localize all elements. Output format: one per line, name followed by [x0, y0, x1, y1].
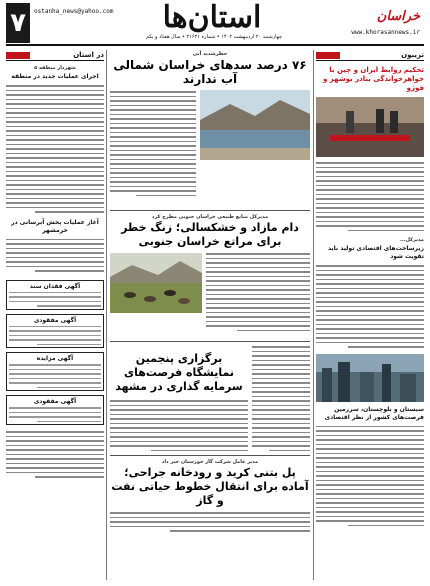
column-divider-left	[106, 50, 107, 580]
article-body-lines	[110, 90, 196, 208]
section-flag	[6, 52, 30, 59]
classified-ad-title: آگهی فقدان سند	[29, 282, 81, 290]
classified-ad-body	[9, 292, 101, 307]
photo-cityscape	[316, 354, 424, 402]
classified-ad-body	[9, 364, 101, 388]
article-headline-china-ports: تحکیم روابط ایران و چین با خواهرخواندگی بنادر بوشهر و فوژو	[323, 66, 424, 92]
photo-livestock	[110, 253, 202, 313]
classified-ad	[6, 280, 104, 310]
article-kicker-bridge: مدیر عامل شرکت گاز خوزستان خبر داد	[161, 459, 259, 465]
classified-ad	[6, 314, 104, 349]
section-label: در استان	[73, 51, 104, 59]
masthead-website: www.khorasannews.ir	[351, 29, 420, 36]
column-divider-right	[313, 50, 314, 580]
article-headline-khorramshahr: آغاز عملیات پخش آبرسانی در خرمشهر	[11, 218, 99, 234]
article-headline-rangelands: دام مازاد و خشکسالی؛ زنگ خطر برای مراتع خراسان جنوبی	[121, 221, 299, 248]
masthead-rule	[6, 44, 424, 46]
right-column	[316, 50, 424, 580]
classified-ad-title: آگهی مفقودی	[33, 316, 77, 324]
section-tab-province	[6, 50, 104, 61]
section-flag	[316, 52, 340, 59]
article-body-lines	[110, 512, 310, 532]
article-headline-municipality: اجرای عملیات جدید در منطقه	[11, 73, 99, 80]
article-body-lines	[206, 253, 310, 339]
newspaper-logo: استان‌ها	[162, 0, 262, 35]
article-body-lines	[6, 85, 104, 213]
classified-ad-title: آگهی مزایده	[36, 355, 74, 362]
center-column	[110, 50, 310, 580]
article-rangelands-body	[110, 253, 310, 339]
article-kicker-municipality: شهردار منطقه ۵	[34, 65, 76, 71]
classified-ad	[6, 352, 104, 391]
parent-paper-logo: خراسان	[376, 9, 420, 24]
article-body-lines	[6, 239, 104, 272]
section-label: تریبون	[401, 51, 424, 59]
article-body-lines	[6, 431, 104, 478]
article-body-lines	[252, 346, 310, 451]
article-body-lines	[316, 265, 424, 348]
photo-dam	[200, 90, 310, 160]
article-headline-bridge: پل بتنی کرید و رودخانه جراحی؛ آماده برای انتقال خطوط حیاتی نفت و گاز	[111, 466, 309, 507]
masthead	[6, 0, 424, 43]
article-kicker-infrastructure: مدیرکل...	[399, 237, 424, 243]
page-number: ۷	[6, 3, 30, 43]
article-headline-sistan: سیستان و بلوچستان، سرزمین فرصت‌های کشور از نظر اقتصادی	[324, 405, 424, 421]
classified-ad	[6, 395, 104, 425]
left-column	[6, 50, 104, 580]
article-headline-expo: برگزاری پنجمین نمایشگاه فرصت‌های سرمایه گذاری در مشهد	[115, 352, 243, 393]
article-body-lines	[316, 426, 424, 527]
article-headline-infrastructure: زیرساخت‌های اقتصادی تولید باید تقویت شود	[327, 245, 424, 260]
masthead-date-line: چهارشنبه ۲۰ اردیبهشت ۱۴۰۲ • شماره ۲۱۶۲۱ • سال هفتاد و یکم	[145, 34, 283, 40]
photo-ceremony	[316, 97, 424, 157]
article-dams-body	[110, 90, 310, 208]
classified-ad-body	[9, 326, 101, 346]
classified-ad-title: آگهی مفقودی	[33, 398, 77, 405]
article-headline-dams: ۷۶ درصد سدهای خراسان شمالی آب ندارند	[113, 58, 307, 86]
classified-ad-body	[9, 407, 101, 422]
article-body-lines	[110, 400, 248, 451]
article-body-lines	[316, 162, 424, 231]
article-expo-block	[110, 346, 310, 451]
masthead-email: ostanha_news@yahoo.com	[34, 8, 114, 15]
section-tab-tribune	[316, 50, 424, 61]
article-kicker-dams: خطرشدید آبی	[192, 51, 228, 57]
article-kicker-rangelands: مدیرکل منابع طبیعی خراسان جنوبی مطرح کرد	[151, 214, 269, 220]
